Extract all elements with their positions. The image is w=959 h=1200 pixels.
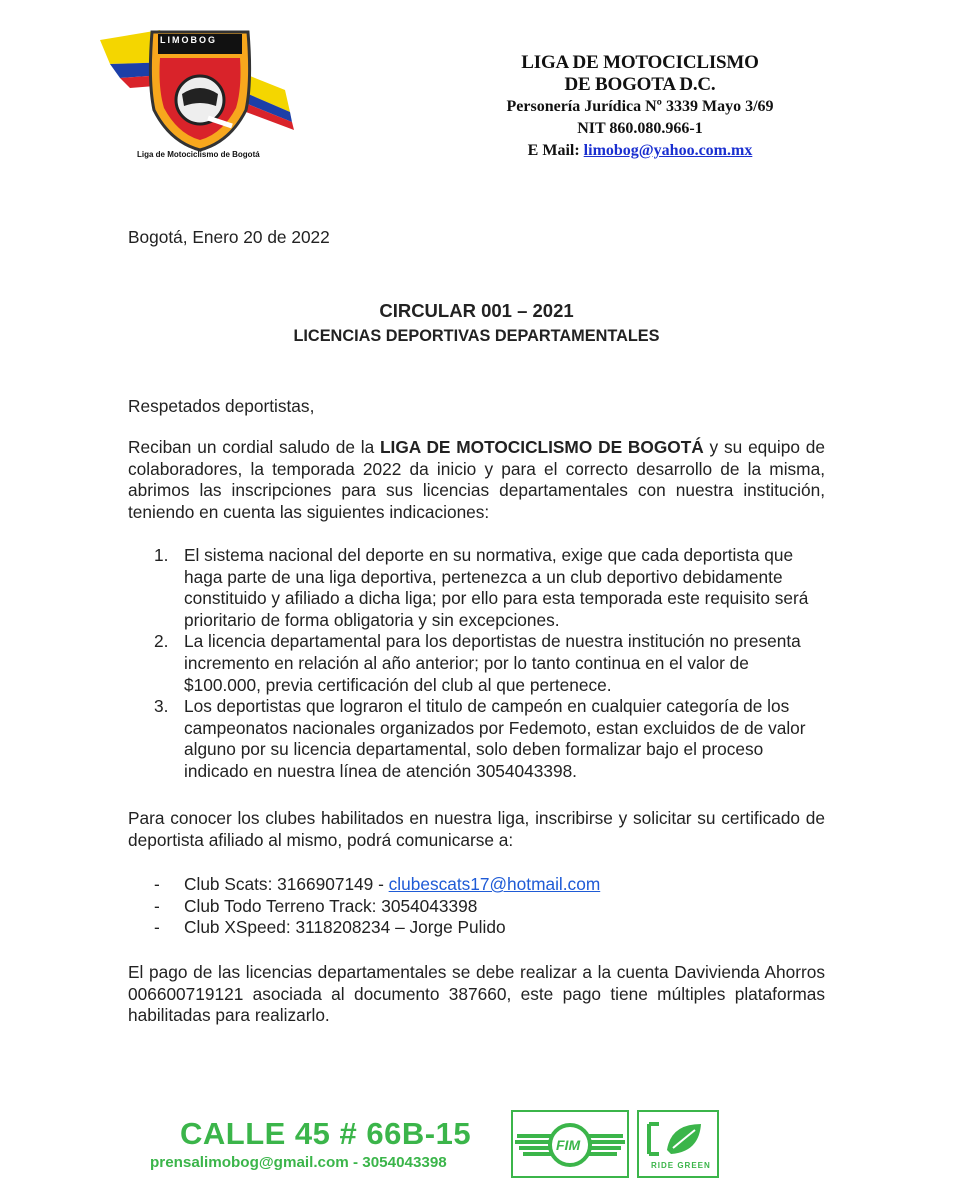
circular-title: CIRCULAR 001 – 2021 (379, 300, 574, 321)
club-text: Club Scats: 3166907149 - (184, 874, 389, 894)
letter-date: Bogotá, Enero 20 de 2022 (128, 227, 330, 247)
intro-paragraph (128, 437, 825, 523)
clubs-list (128, 874, 825, 939)
list-dash: - (154, 917, 160, 938)
logo-top-text: LIMOBOG (160, 35, 217, 45)
org-header (440, 52, 840, 162)
indications-list (128, 545, 825, 783)
list-item (128, 545, 825, 631)
org-name-line1: LIGA DE MOTOCICLISMO (521, 52, 759, 73)
intro-text-after: y su equipo de colaboradores, la temporada 2022 da inicio y para el correcto desarrollo de la misma, abrimos las inscripciones para sus licencias departamentales con nuestra institución, teniendo en cuenta las siguientes indicaciones: (128, 437, 826, 522)
greeting: Respetados deportistas, (128, 396, 315, 416)
clubs-intro-paragraph: Para conocer los clubes habilitados en nuestra liga, inscribirse y solicitar su certificado de deportista afiliado al mismo, podrá comunicarse a: (128, 808, 825, 850)
club-text: Club Todo Terreno Track: 3054043398 (184, 895, 478, 916)
intro-org-name: LIGA DE MOTOCICLISMO DE BOGOTÁ (380, 437, 704, 457)
list-item (128, 631, 825, 696)
list-item-number: 2. (154, 631, 169, 652)
fim-text: FIM (556, 1137, 581, 1153)
list-item-text: Los deportistas que lograron el titulo de campeón en cualquier categoría de los campeonatos nacionales organizados por Fedemoto, estan excluidos de de valor alguno por su licencia departamental, solo deben formalizar bajo el proceso indicado en nuestra línea de atención 3054043398. (184, 696, 806, 781)
intro-text-before: Reciban un cordial saludo de la (128, 437, 380, 457)
nit-number: NIT 860.080.966-1 (577, 120, 703, 137)
club-text: Club XSpeed: 3118208234 – Jorge Pulido (184, 917, 506, 938)
list-item (128, 696, 825, 782)
logo-caption: Liga de Motociclismo de Bogotá (137, 150, 260, 159)
club-item-xspeed (128, 917, 825, 939)
circular-subtitle: LICENCIAS DEPORTIVAS DEPARTAMENTALES (293, 327, 660, 345)
club-item-scats (128, 874, 825, 896)
email-label: E Mail: (527, 142, 580, 159)
list-item-number: 3. (154, 696, 169, 717)
legal-registration: Personería Jurídica Nº 3339 Mayo 3/69 (506, 98, 774, 115)
club-item-todo-terreno (128, 896, 825, 918)
email-line (440, 140, 840, 162)
footer-address: CALLE 45 # 66B-15 (180, 1116, 472, 1151)
list-item-text: El sistema nacional del deporte en su normativa, exige que cada deportista que haga parte de una liga deportiva, pertenezca a un club deportivo debidamente constituido y afiliado a dicha liga; por ello para esta temporada este requisito será prioritario de forma obligatoria y sin excepciones. (184, 545, 809, 630)
list-item-text: La licencia departamental para los deportistas de nuestra institución no presenta incremento en relación al año anterior; por lo tanto continua en el valor de $100.000, previa certificación del club al que pertenece. (184, 631, 801, 695)
list-dash: - (154, 895, 160, 916)
club-email-link[interactable]: clubescats17@hotmail.com (388, 874, 601, 894)
list-item-number: 1. (154, 545, 169, 565)
ride-green-text: RIDE GREEN (651, 1161, 711, 1170)
org-name-line2: DE BOGOTA D.C. (564, 74, 716, 95)
email-link[interactable]: limobog@yahoo.com.mx (583, 142, 753, 159)
footer-contact: prensalimobog@gmail.com - 3054043398 (150, 1154, 447, 1171)
list-dash: - (154, 874, 160, 894)
payment-paragraph: El pago de las licencias departamentales se debe realizar a la cuenta Davivienda Ahorros 006600719121 asociada al documento 387660, este pago tiene múltiples plataformas habilitadas para realizarlo. (128, 962, 825, 1026)
